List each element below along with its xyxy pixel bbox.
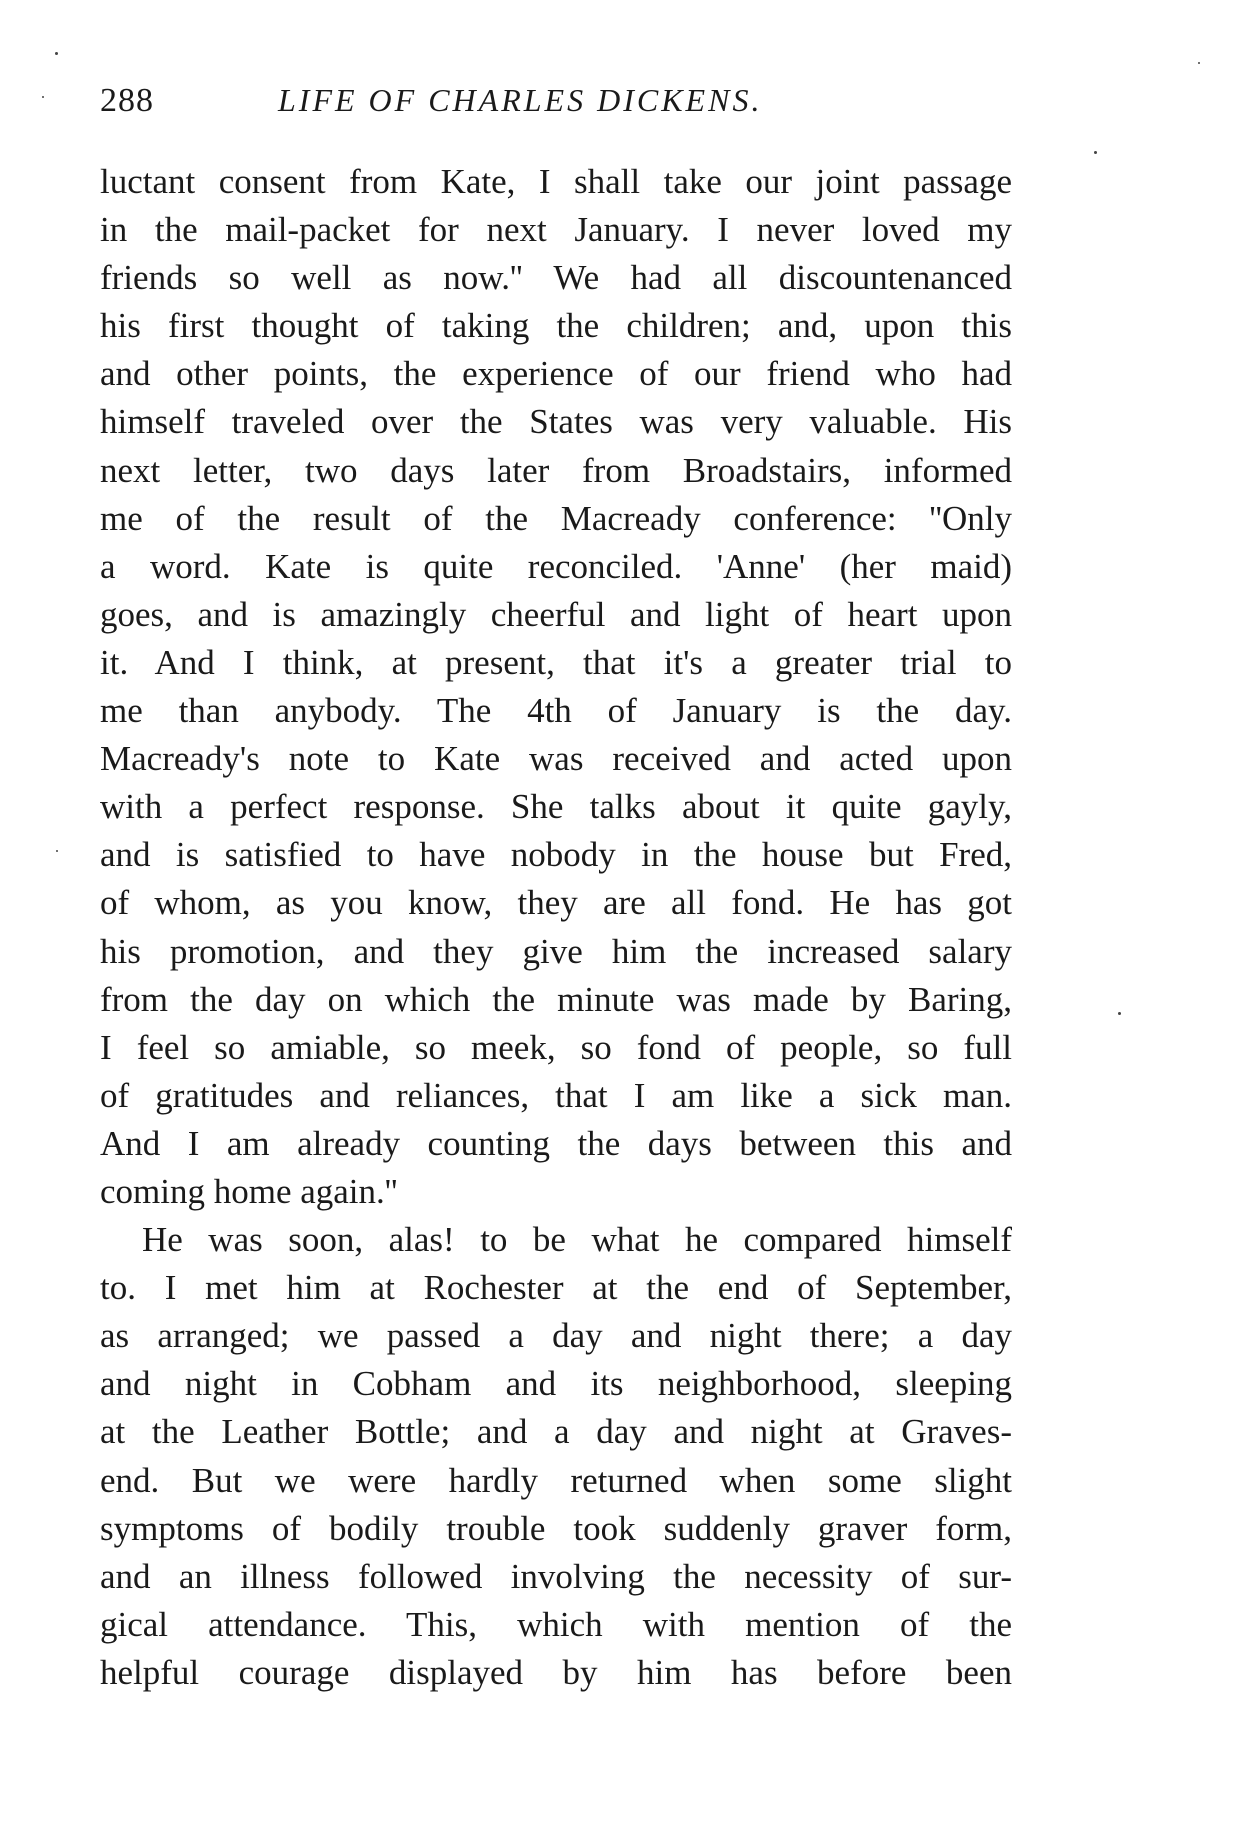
text-line: symptoms of bodily trouble took suddenly graver form,: [100, 1508, 1012, 1548]
text-line: with a perfect response. She talks about it quite gayly,: [100, 787, 1012, 827]
text-line: a word. Kate is quite reconciled. 'Anne' (her maid): [100, 546, 1012, 586]
text-line: his promotion, and they give him the increased salary: [100, 931, 1012, 971]
text-line: and is satisfied to have nobody in the house but Fred,: [100, 835, 1012, 875]
text-line: it. And I think, at present, that it's a greater trial to: [100, 642, 1012, 682]
running-head: [100, 82, 1020, 132]
paper-speck: [56, 850, 58, 852]
paper-speck: [1118, 1012, 1121, 1015]
text-line: me of the result of the Macready conference: ''Only: [100, 498, 1012, 538]
paper-speck: [1094, 151, 1097, 154]
text-line: me than anybody. The 4th of January is the day.: [100, 691, 1012, 731]
body-text: [100, 158, 1012, 1697]
text-line: I feel so amiable, so meek, so fond of people, so full: [100, 1027, 1012, 1067]
text-line: and night in Cobham and its neighborhood, sleeping: [100, 1364, 1012, 1404]
text-line: to. I met him at Rochester at the end of September,: [100, 1268, 1012, 1308]
text-line: his first thought of taking the children; and, upon this: [100, 306, 1012, 346]
paper-speck: [55, 52, 58, 55]
text-line: in the mail-packet for next January. I never loved my: [100, 210, 1012, 250]
running-title: LIFE OF CHARLES DICKENS.: [278, 82, 763, 118]
page-number: 288: [100, 82, 154, 119]
text-line: helpful courage displayed by him has before been: [100, 1652, 1012, 1692]
text-line: from the day on which the minute was made by Baring,: [100, 979, 1012, 1019]
text-line: gical attendance. This, which with mention of the: [100, 1604, 1012, 1644]
paper-speck: [1198, 62, 1200, 64]
text-line: as arranged; we passed a day and night there; a day: [100, 1316, 1012, 1356]
paper-speck: [42, 96, 44, 98]
text-line: Macready's note to Kate was received and acted upon: [100, 739, 1012, 779]
text-line: himself traveled over the States was very valuable. His: [100, 402, 1012, 442]
text-line: and an illness followed involving the necessity of sur-: [100, 1556, 1012, 1596]
text-line: And I am already counting the days between this and: [100, 1123, 1012, 1163]
text-line: friends so well as now.'' We had all discountenanced: [100, 258, 1012, 298]
paragraph-end-line: coming home again.'': [100, 1171, 398, 1211]
text-line: luctant consent from Kate, I shall take our joint passage: [100, 162, 1012, 201]
text-line: end. But we were hardly returned when some slight: [100, 1460, 1012, 1500]
text-line: next letter, two days later from Broadstairs, informed: [100, 450, 1012, 490]
text-line: at the Leather Bottle; and a day and night at Graves-: [100, 1412, 1012, 1452]
text-line: and other points, the experience of our friend who had: [100, 354, 1012, 394]
text-line: of gratitudes and reliances, that I am like a sick man.: [100, 1075, 1012, 1115]
paragraph-start-line: He was soon, alas! to be what he compared himself: [142, 1220, 1012, 1260]
text-line: of whom, as you know, they are all fond. He has got: [100, 883, 1012, 923]
text-line: goes, and is amazingly cheerful and light of heart upon: [100, 594, 1012, 634]
